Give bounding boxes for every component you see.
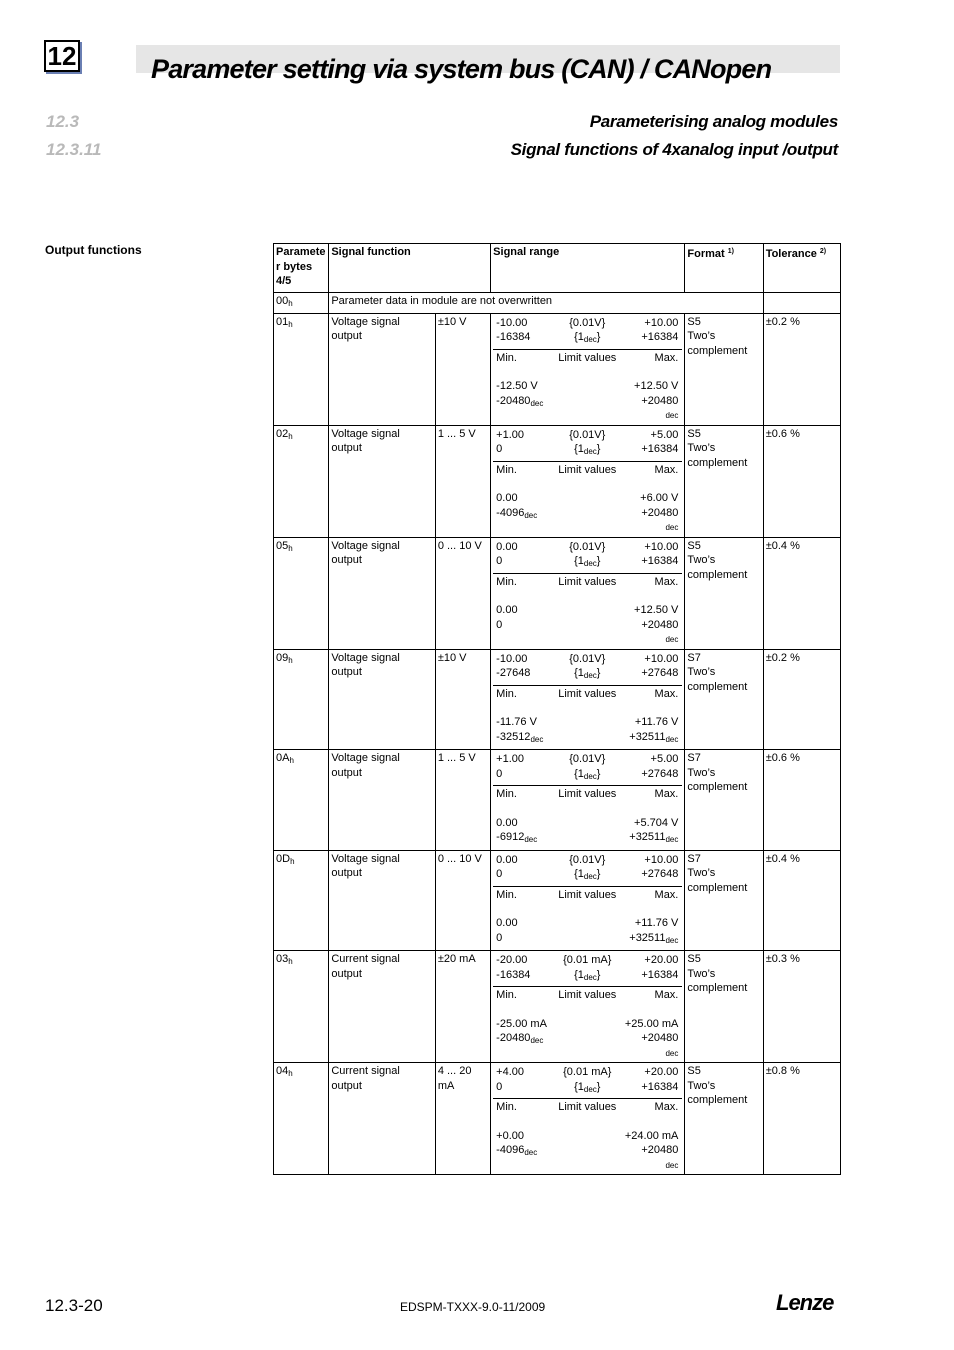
signal-range-label: 4 ... 20 mA bbox=[435, 1063, 490, 1175]
chapter-number: 12 bbox=[44, 40, 80, 72]
table-row bbox=[274, 850, 841, 951]
header-tolerance: Tolerance $^{2)}$ bbox=[763, 244, 840, 293]
param-code: $02_h$ bbox=[274, 425, 329, 537]
signal-function: Voltage signal output bbox=[329, 649, 436, 750]
signal-range-values: 0.00 {0.01V} +10.00 0 $\{1_{dec}\}$ +16384 Min. Limit values Max. 0.00 +12.50 V 0 +20480 dec bbox=[491, 537, 685, 649]
signal-range-values: +1.00 {0.01V} +5.00 0 $\{1_{dec}\}$ +16384 Min. Limit values Max. 0.00 +6.00 V $-4096_{dec}$ +20480 dec bbox=[491, 425, 685, 537]
param-code: $09_h$ bbox=[274, 649, 329, 750]
signal-function: Voltage signal output bbox=[329, 537, 436, 649]
table-row bbox=[274, 313, 841, 425]
side-label: Output functions bbox=[45, 243, 142, 257]
signal-table bbox=[273, 243, 841, 1175]
page-number: 12.3-20 bbox=[45, 1296, 103, 1315]
table-row bbox=[274, 537, 841, 649]
tolerance: ±0.4 % bbox=[763, 537, 840, 649]
tolerance: ±0.6 % bbox=[763, 425, 840, 537]
format: S7 Two’s complement bbox=[685, 649, 763, 750]
tolerance: ±0.3 % bbox=[763, 951, 840, 1063]
signal-range-label: 0 ... 10 V bbox=[435, 537, 490, 649]
signal-function: Voltage signal output bbox=[329, 850, 436, 951]
subsection-number: 12.3.11 bbox=[46, 140, 102, 159]
table-row bbox=[274, 750, 841, 851]
param-code: $03_h$ bbox=[274, 951, 329, 1063]
format: S5 Two’s complement bbox=[685, 425, 763, 537]
lenze-logo: Lenze bbox=[776, 1290, 834, 1315]
table-row bbox=[274, 425, 841, 537]
chapter-title: Parameter setting via system bus (CAN) / CANopen bbox=[151, 54, 772, 84]
format: S5 Two’s complement bbox=[685, 313, 763, 425]
subsection-title: Signal functions of 4xanalog input /output bbox=[510, 140, 838, 159]
param-code: $04_h$ bbox=[274, 1063, 329, 1175]
signal-range-values: 0.00 {0.01V} +10.00 0 $\{1_{dec}\}$ +27648 Min. Limit values Max. 0.00 +11.76 V 0 $+32511_{dec}$ bbox=[491, 850, 685, 951]
tolerance: ±0.8 % bbox=[763, 1063, 840, 1175]
document-id: EDSPM-TXXX-9.0-11/2009 bbox=[400, 1300, 546, 1314]
signal-range-label: ±10 V bbox=[435, 649, 490, 750]
signal-range-values: -20.00 {0.01 mA} +20.00 -16384 $\{1_{dec}\}$ +16384 Min. Limit values Max. -25.00 mA +25.00 mA $-20480_{dec}$ +20480 dec bbox=[491, 951, 685, 1063]
section-number: 12.3 bbox=[46, 112, 80, 131]
signal-range-values: +1.00 {0.01V} +5.00 0 $\{1_{dec}\}$ +27648 Min. Limit values Max. 0.00 +5.704 V $-6912_{dec}$ $+32511_{dec}$ bbox=[491, 750, 685, 851]
format: S7 Two’s complement bbox=[685, 750, 763, 851]
section-title: Parameterising analog modules bbox=[589, 112, 838, 131]
signal-function: Current signal output bbox=[329, 951, 436, 1063]
header-param: Paramete r bytes 4/5 bbox=[274, 244, 329, 293]
param-code: $01_h$ bbox=[274, 313, 329, 425]
table-row bbox=[274, 1063, 841, 1175]
signal-range-label: 1 ... 5 V bbox=[435, 750, 490, 851]
note-text: Parameter data in module are not overwritten bbox=[329, 293, 763, 314]
signal-range-values: -10.00 {0.01V} +10.00 -16384 $\{1_{dec}\}$ +16384 Min. Limit values Max. -12.50 V +12.50 V $-20480_{dec}$ +20480 dec bbox=[491, 313, 685, 425]
signal-function: Voltage signal output bbox=[329, 313, 436, 425]
table-row bbox=[274, 649, 841, 750]
table-row bbox=[274, 951, 841, 1063]
tolerance: ±0.6 % bbox=[763, 750, 840, 851]
signal-function: Current signal output bbox=[329, 1063, 436, 1175]
param-code: $0A_h$ bbox=[274, 750, 329, 851]
format: S5 Two’s complement bbox=[685, 1063, 763, 1175]
signal-function: Voltage signal output bbox=[329, 425, 436, 537]
tolerance: ±0.2 % bbox=[763, 313, 840, 425]
format: S5 Two’s complement bbox=[685, 537, 763, 649]
header-signal-range: Signal range bbox=[491, 244, 685, 293]
header-signal-function: Signal function bbox=[329, 244, 491, 293]
signal-range-label: ±10 V bbox=[435, 313, 490, 425]
format: S7 Two’s complement bbox=[685, 850, 763, 951]
tolerance: ±0.4 % bbox=[763, 850, 840, 951]
format: S5 Two’s complement bbox=[685, 951, 763, 1063]
signal-function: Voltage signal output bbox=[329, 750, 436, 851]
tolerance: ±0.2 % bbox=[763, 649, 840, 750]
signal-range-label: ±20 mA bbox=[435, 951, 490, 1063]
signal-range-label: 1 ... 5 V bbox=[435, 425, 490, 537]
param-code: $0D_h$ bbox=[274, 850, 329, 951]
note-code: $00_h$ bbox=[274, 293, 329, 314]
signal-range-values: +4.00 {0.01 mA} +20.00 0 $\{1_{dec}\}$ +16384 Min. Limit values Max. +0.00 +24.00 mA $-4096_{dec}$ +20480 dec bbox=[491, 1063, 685, 1175]
header-format: Format $^{1)}$ bbox=[685, 244, 763, 293]
param-code: $05_h$ bbox=[274, 537, 329, 649]
signal-range-values: -10.00 {0.01V} +10.00 -27648 $\{1_{dec}\}$ +27648 Min. Limit values Max. -11.76 V +11.76 V $-32512_{dec}$ $+32511_{dec}$ bbox=[491, 649, 685, 750]
signal-range-label: 0 ... 10 V bbox=[435, 850, 490, 951]
